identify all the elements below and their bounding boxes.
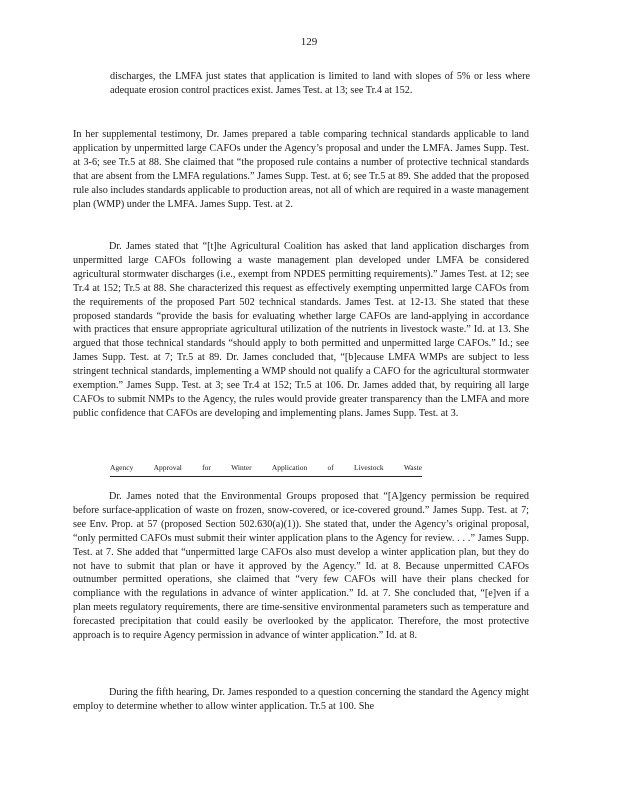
paragraph-text: Dr. James stated that “[t]he Agricultural Coalition has asked that land application discharges from unpermitted large CAFOs following a waste management plan developed under LMFA be considered agricultural stormwater discharges (i.e., exempt from NPDES permitting requirements).” James Test. at 12; see Tr.4 at 152; Tr.5 at 88. She characterized this request as effectively exempting unpermitted large CAFOs from the requirements of the proposed Part 502 technical standards. James Test. at 12-13. She stated that these proposed standards “provide the basis for evaluating whether large CAFOs are land-applying in accordance with practices that ensure appropriate agricultural utilization of the nutrients in livestock waste.” Id. at 13. She argued that those technical standards “should apply to both permitted and unpermitted large CAFOs.” Id.; see James Supp. Test. at 7; Tr.5 at 89. Dr. James concluded that, “[b]ecause LMFA WMPs are subject to less stringent technical standards, implementing a WMP should not qualify a CAFO for the agricultural stormwater exemption.” James Supp. Test. at 3; see Tr.4 at 152; Tr.5 at 106. Dr. James added that, by requiring all large CAFOs to submit NMPs to the Agency, the rules would provide greater transparency than the LMFA and more public confidence that CAFOs are developing and implementing plans. James Supp. Test. at 3.	[73, 241, 529, 419]
paragraph-text: Dr. James noted that the Environmental Groups proposed that “[A]gency permission be required before surface-application of waste on frozen, snow-covered, or ice-covered ground.” James Supp. Test. at 7; see Env. Prop. at 57 (proposed Section 502.630(a)(1)). She stated that, under the Agency’s original proposal, “only permitted CAFOs must submit their winter application plans to the Agency for review. . . .” James Supp. Test. at 7. She added that “unpermitted large CAFOs also must develop a winter application plan, but they do not have to submit that plan or have it approved by the Agency.” Id. at 8. Because unpermitted CAFOs outnumber permitted operations, she claimed that “very few CAFOs will have their plans checked for compliance with the regulations in advance of winter application.” Id. at 7. She concluded that, “[e]ven if a plan meets regulatory requirements, there are time-sensitive environmental parameters such as temperature and forecasted precipitation that could easily be overlooked by the applicator. Therefore, the most protective approach is to require Agency permission in advance of winter application.” Id. at 8.	[73, 491, 529, 642]
paragraph-winter-application	[73, 490, 529, 643]
page-number: 129	[300, 36, 318, 48]
heading-word: Agency	[110, 463, 134, 472]
paragraph-text: In her supplemental testimony, Dr. James prepared a table comparing technical standards applicable to land application by unpermitted large CAFOs under the Agency’s proposal and under the LMFA. James Supp. Test. at 3-6; see Tr.5 at 88. She claimed that “the proposed rule contains a number of protective technical standards that are absent from the LMFA regulations.” James Supp. Test. at 6; see Tr.5 at 89. She added that the proposed rule also includes standards applicable to production areas, not all of which are required in a waste management plan (WMP) under the LMFA. James Supp. Test. at 2.	[73, 129, 530, 210]
heading-word: Waste	[403, 463, 422, 472]
paragraph-fifth-hearing	[73, 686, 529, 714]
quote-continuation-text: discharges, the LMFA just states that application is limited to land with slopes of 5% or less where adequate erosion control practices exist. James Test. at 13; see Tr.4 at 152.	[110, 71, 530, 96]
heading-word: of	[327, 463, 334, 472]
heading-word: Application	[271, 463, 308, 472]
heading-word: for	[202, 463, 211, 472]
heading-word: Winter	[231, 463, 252, 472]
block-quote-continuation	[110, 70, 530, 98]
paragraph-agricultural-coalition	[73, 240, 529, 421]
paragraph-supplemental-testimony	[73, 128, 529, 211]
heading-word: Approval	[153, 463, 182, 472]
section-heading	[110, 462, 422, 477]
heading-word: Livestock	[354, 463, 384, 472]
paragraph-text: During the fifth hearing, Dr. James responded to a question concerning the standard the Agency might employ to determine whether to allow winter application. Tr.5 at 100. She	[73, 687, 529, 712]
